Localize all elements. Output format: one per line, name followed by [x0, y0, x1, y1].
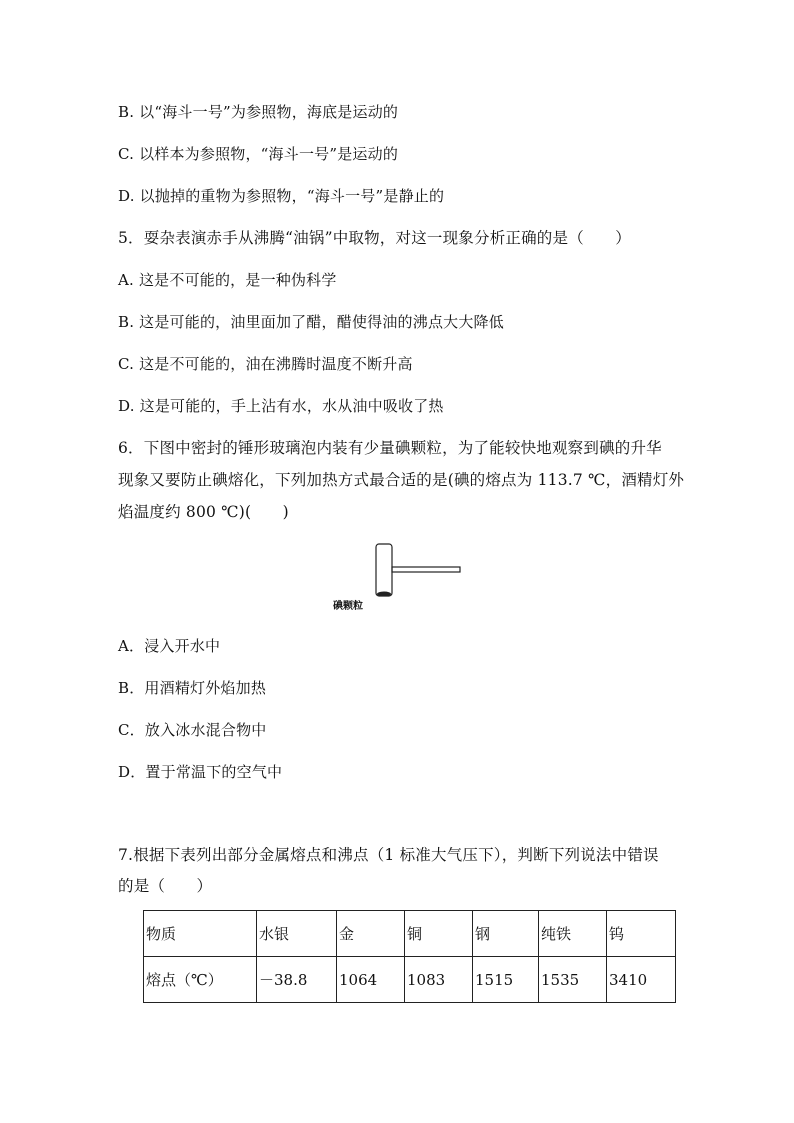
q6-option-a: A．浸入开水中 — [118, 637, 221, 655]
q4-option-b: B. 以“海斗一号”为参照物，海底是运动的 — [118, 103, 399, 121]
q6-option-d: D．置于常温下的空气中 — [118, 763, 283, 781]
q7-stem-line-2: 的是（ ） — [118, 877, 213, 895]
q5-option-b: B. 这是可能的，油里面加了醋，醋使得油的沸点大大降低 — [118, 313, 504, 331]
table-cell: 钢 — [473, 911, 539, 957]
q6-stem-line-3: 焰温度约 800 ℃)( ) — [118, 503, 289, 521]
table-cell: 1535 — [539, 957, 607, 1003]
table-cell: 金 — [337, 911, 405, 957]
iodine-granules — [377, 592, 391, 597]
q4-option-d: D. 以抛掉的重物为参照物，“海斗一号”是静止的 — [118, 187, 445, 205]
table-header-row — [144, 911, 676, 957]
q6-stem-line-2: 现象又要防止碘熔化，下列加热方式最合适的是(碘的熔点为 113.7 ℃，酒精灯外 — [118, 471, 685, 489]
table-cell: 铜 — [405, 911, 473, 957]
table-cell: 1064 — [337, 957, 405, 1003]
table-cell: 纯铁 — [539, 911, 607, 957]
metal-melting-point-table — [143, 910, 676, 1003]
table-cell: 1083 — [405, 957, 473, 1003]
q4-option-c: C. 以样本为参照物，“海斗一号”是运动的 — [118, 145, 399, 163]
table-row — [144, 957, 676, 1003]
iodine-label: 碘颗粒 — [333, 601, 363, 612]
q5-option-d: D. 这是可能的，手上沾有水，水从油中吸收了热 — [118, 397, 444, 415]
q6-option-c: C．放入冰水混合物中 — [118, 721, 267, 739]
bulb-body — [376, 544, 392, 596]
q5-option-c: C. 这是不可能的，油在沸腾时温度不断升高 — [118, 355, 413, 373]
q5-stem: 5．耍杂表演赤手从沸腾“油锅”中取物，对这一现象分析正确的是（ ） — [118, 229, 632, 247]
q6-option-b: B．用酒精灯外焰加热 — [118, 679, 267, 697]
table-cell: －38.8 — [257, 957, 337, 1003]
bulb-stem — [392, 567, 460, 572]
q7-stem-line-1: 7.根据下表列出部分金属熔点和沸点（1 标准大气压下），判断下列说法中错误 — [118, 846, 659, 864]
table-cell: 物质 — [144, 911, 257, 957]
q6-stem-line-1: 6．下图中密封的锤形玻璃泡内装有少量碘颗粒，为了能较快地观察到碘的升华 — [118, 439, 662, 457]
q5-option-a: A. 这是不可能的，是一种伪科学 — [118, 271, 337, 289]
table-cell: 熔点（℃） — [144, 957, 257, 1003]
table-cell: 3410 — [607, 957, 676, 1003]
table-cell: 钨 — [607, 911, 676, 957]
table-cell: 水银 — [257, 911, 337, 957]
table-cell: 1515 — [473, 957, 539, 1003]
